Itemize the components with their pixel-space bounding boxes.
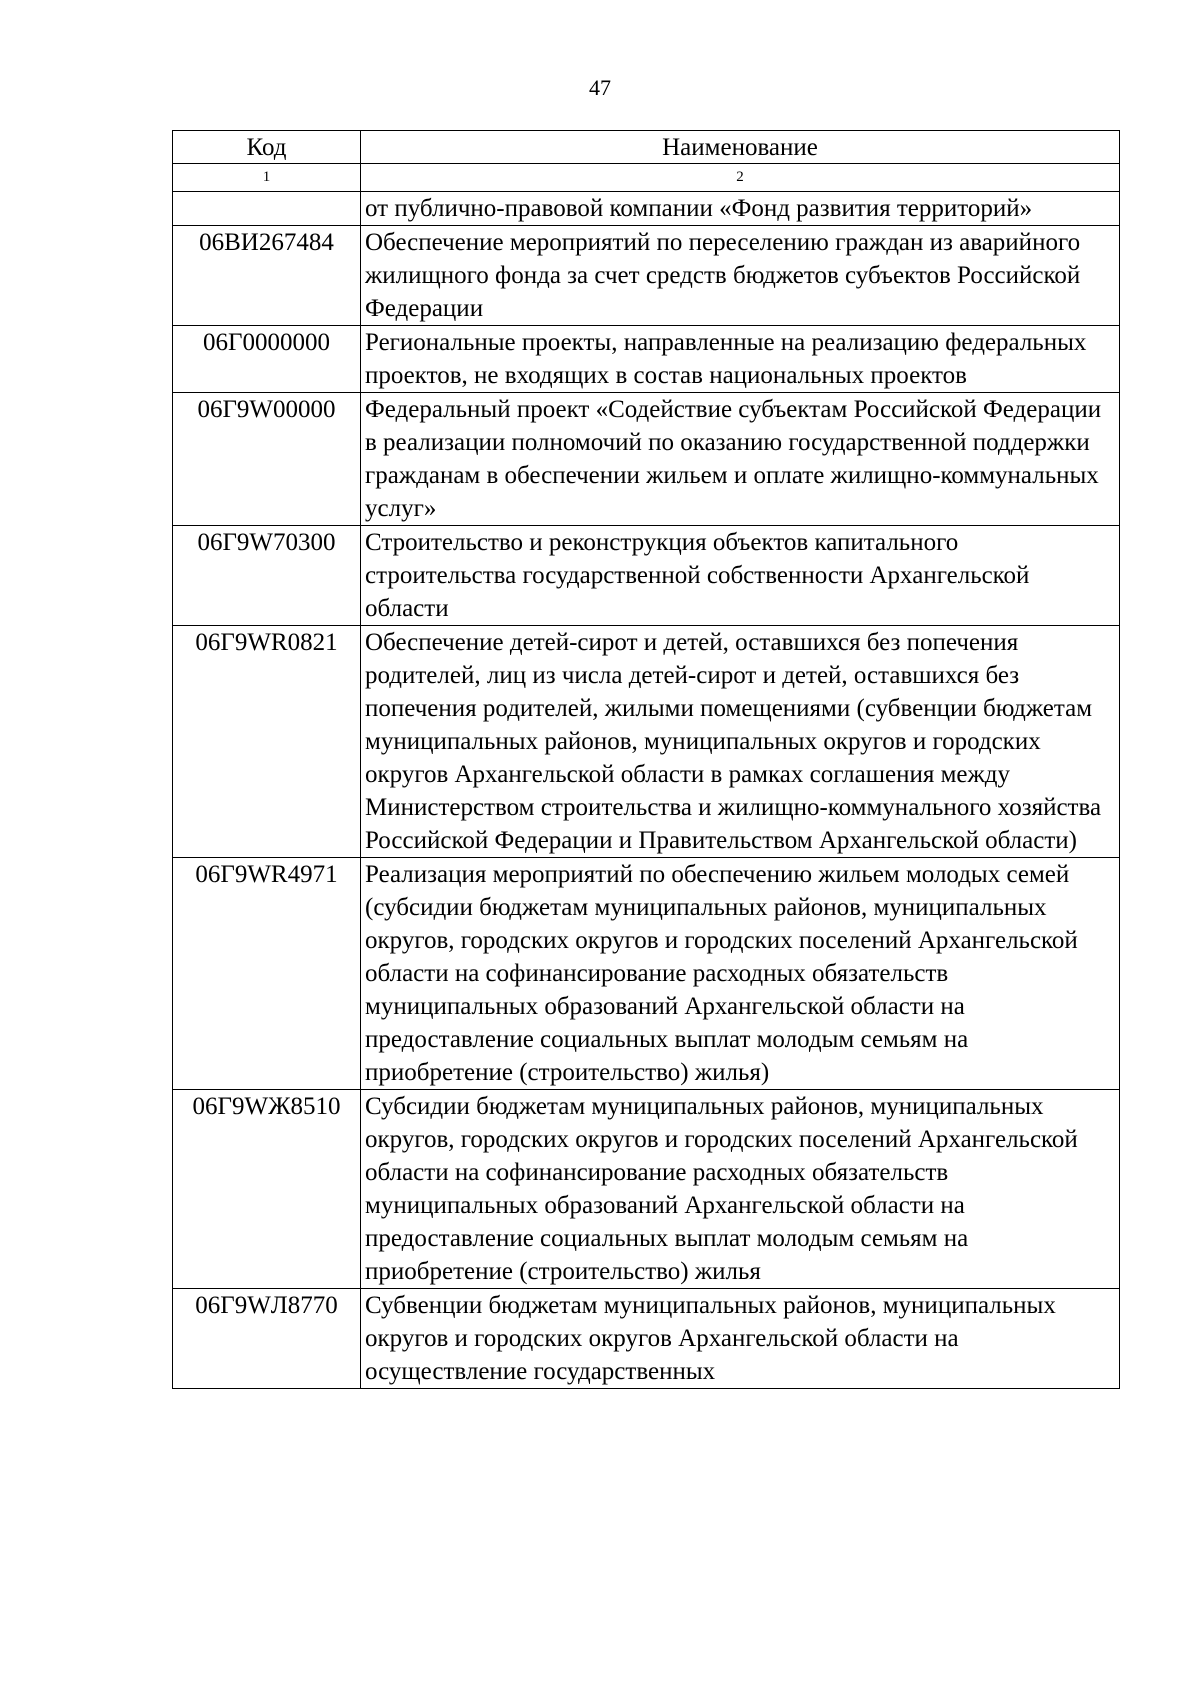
column-number-name: 2 [361,164,1120,192]
row-code: 06Г0000000 [173,326,361,393]
column-header-name: Наименование [361,131,1120,164]
table-row [173,526,1120,626]
row-name: Региональные проекты, направленные на реализацию федеральных проектов, не входящих в состав национальных проектов [361,326,1120,393]
row-code: 06Г9WR4971 [173,858,361,1090]
row-code: 06ВИ267484 [173,226,361,326]
table-row [173,626,1120,858]
row-name: Обеспечение детей-сирот и детей, оставшихся без попечения родителей, лиц из числа детей-сирот и детей, оставшихся без попечения родителей, жилыми помещениями (субвенции бюджетам муниципальных районов, муниципальных округов и городских округов Архангельской области в рамках соглашения между Министерством строительства и жилищно-коммунального хозяйства Российской Федерации и Правительством Архангельской области) [361,626,1120,858]
table-row [173,858,1120,1090]
row-code: 06Г9W00000 [173,393,361,526]
row-code: 06Г9W70300 [173,526,361,626]
table-row [173,1289,1120,1389]
row-name: от публично-правовой компании «Фонд развития территорий» [361,192,1120,226]
column-header-code: Код [173,131,361,164]
row-code: 06Г9WЛ8770 [173,1289,361,1389]
row-code [173,192,361,226]
row-code: 06Г9WR0821 [173,626,361,858]
table-row [173,1090,1120,1289]
row-name: Субвенции бюджетам муниципальных районов, муниципальных округов и городских округов Архангельской области на осуществление государственных [361,1289,1120,1389]
row-name: Строительство и реконструкция объектов капитального строительства государственной собственности Архангельской области [361,526,1120,626]
table-row [173,326,1120,393]
column-number-row [173,164,1120,192]
row-name: Федеральный проект «Содействие субъектам Российской Федерации в реализации полномочий по оказанию государственной поддержки гражданам в обеспечении жильем и оплате жилищно-коммунальных услуг» [361,393,1120,526]
column-number-code: 1 [173,164,361,192]
page-number: 47 [589,75,611,100]
row-code: 06Г9WЖ8510 [173,1090,361,1289]
table-row [173,393,1120,526]
table-row [173,192,1120,226]
row-name: Субсидии бюджетам муниципальных районов, муниципальных округов, городских округов и городских поселений Архангельской области на софинансирование расходных обязательств муниципальных образований Архангельской области на предоставление социальных выплат молодым семьям на приобретение (строительство) жилья [361,1090,1120,1289]
row-name: Обеспечение мероприятий по переселению граждан из аварийного жилищного фонда за счет средств бюджетов субъектов Российской Федерации [361,226,1120,326]
row-name: Реализация мероприятий по обеспечению жильем молодых семей (субсидии бюджетам муниципальных районов, муниципальных округов, городских округов и городских поселений Архангельской области на софинансирование расходных обязательств муниципальных образований Архангельской области на предоставление социальных выплат молодым семьям на приобретение (строительство) жилья) [361,858,1120,1090]
table-row [173,226,1120,326]
table-header-row [173,131,1120,164]
budget-classification-table [172,130,1120,1389]
